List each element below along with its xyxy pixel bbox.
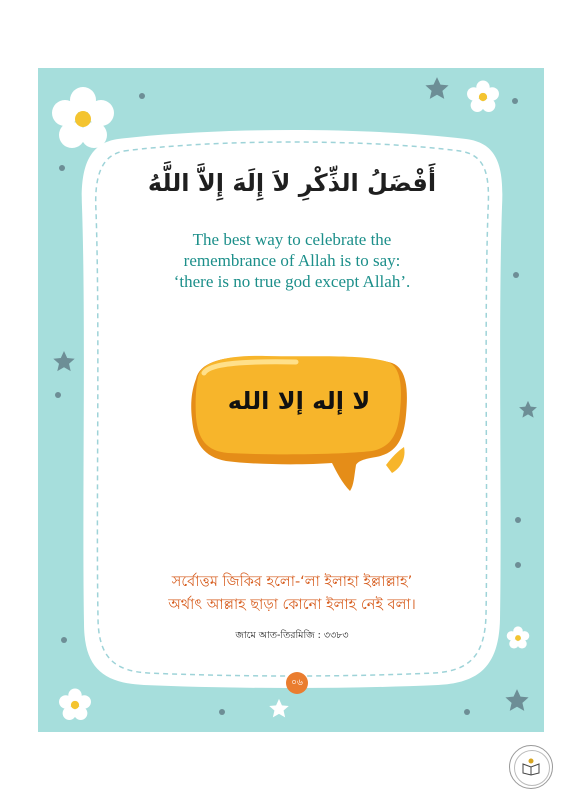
- hadith-reference: জামে আত-তিরমিজি : ৩৩৮৩: [235, 630, 349, 641]
- english-translation: [98, 229, 486, 292]
- arabic-hadith-title: أَفْضَلُ الذِّكْرِ لاَ إِلَهَ إِلاَّ اللَّهُ: [147, 169, 437, 197]
- bengali-translation: [92, 571, 492, 617]
- english-line: ‘there is no true god except Allah’.: [173, 272, 411, 291]
- bengali-line: অর্থাৎ আল্লাহ ছাড়া কোনো ইলাহ নেই বলা।: [168, 597, 416, 613]
- english-line: The best way to celebrate the: [192, 230, 392, 249]
- book-icon: [521, 758, 541, 776]
- hadith-card: [78, 127, 506, 689]
- english-line: remembrance of Allah is to say:: [183, 251, 401, 270]
- page-number-badge: ০৬: [286, 672, 308, 694]
- bubble-kalima-text: لا إله إلا الله: [227, 387, 371, 415]
- speech-bubble: [186, 353, 412, 495]
- bengali-line: সর্বোত্তম জিকির হলো-‘লা ইলাহা ইল্লাল্লাহ’: [171, 574, 413, 590]
- publisher-logo: [509, 745, 553, 789]
